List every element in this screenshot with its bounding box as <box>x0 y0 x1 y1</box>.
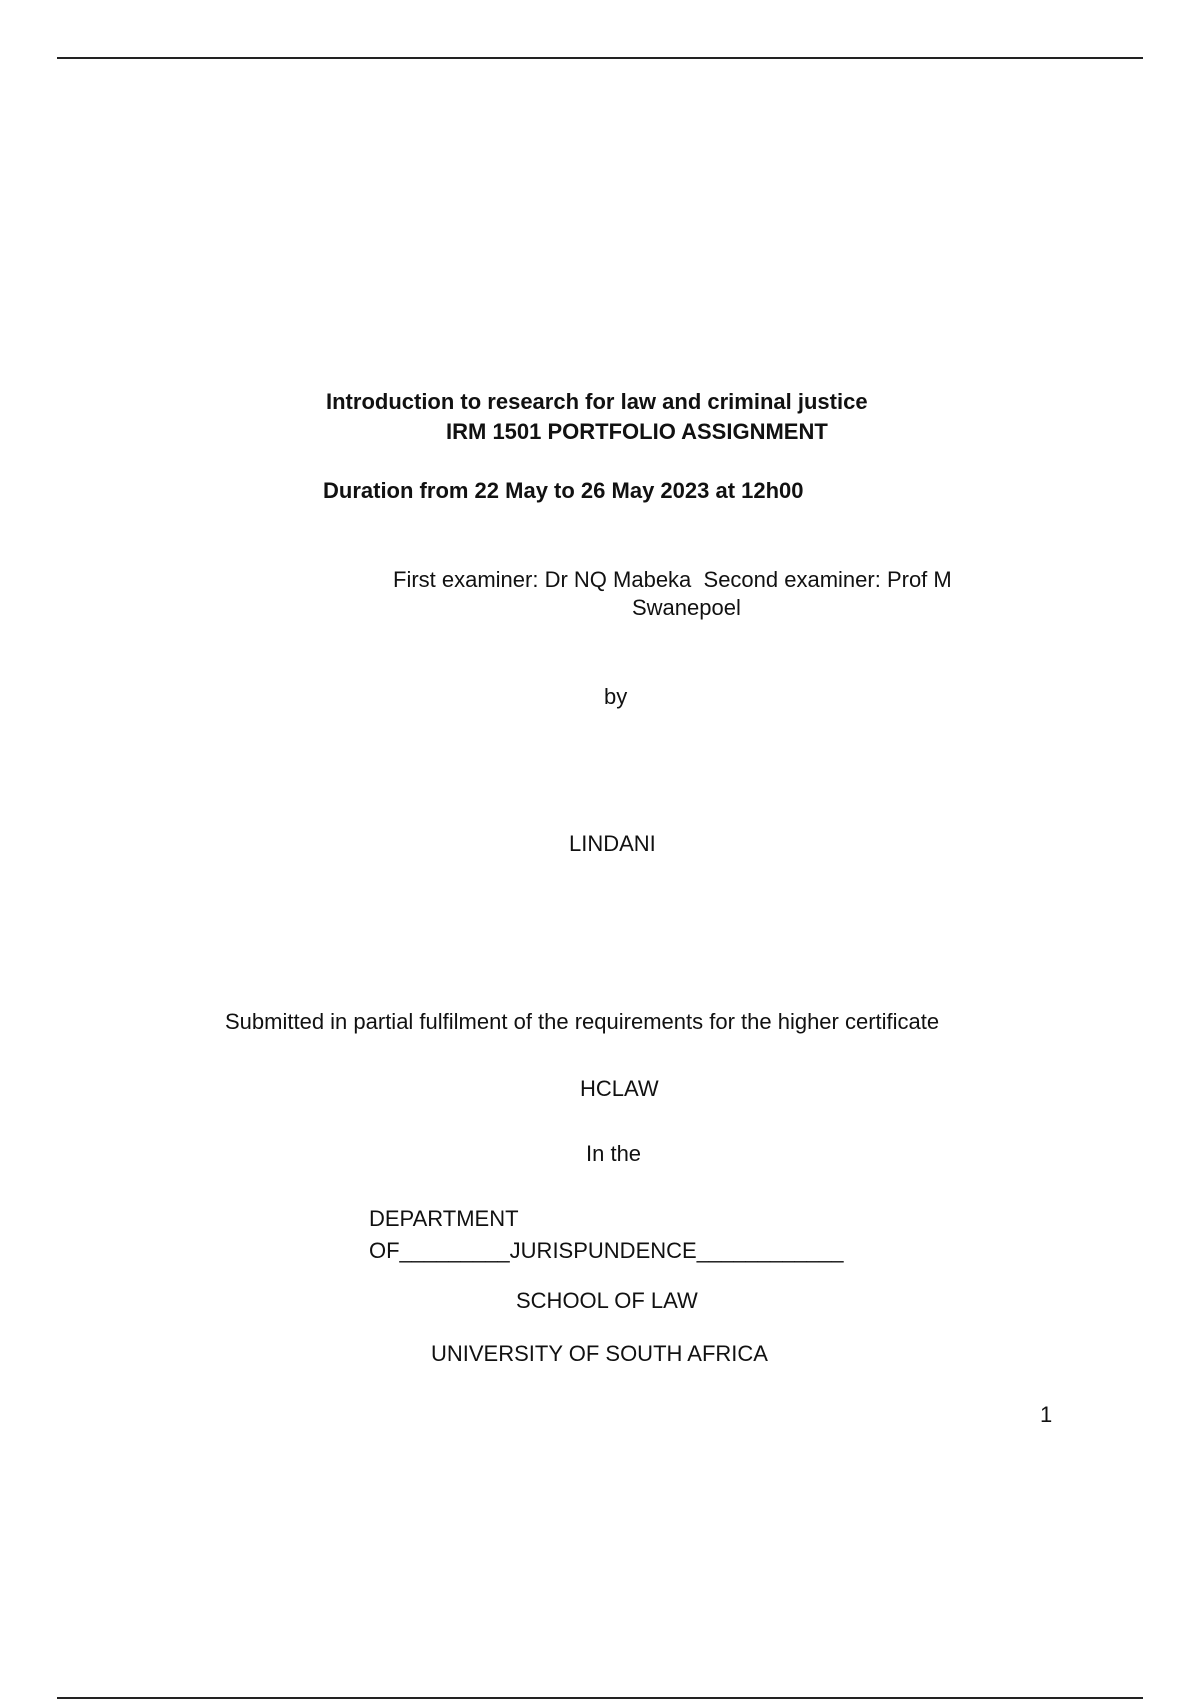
department-line-1: DEPARTMENT <box>369 1206 519 1231</box>
page-number: 1 <box>1040 1402 1053 1427</box>
duration-text: Duration from 22 May to 26 May 2023 at 12h00 <box>323 478 804 503</box>
in-the-text: In the <box>586 1141 642 1166</box>
by-text: by <box>604 684 628 709</box>
university-name: UNIVERSITY OF SOUTH AFRICA <box>431 1341 768 1366</box>
school-name: SCHOOL OF LAW <box>516 1288 698 1313</box>
assignment-title: IRM 1501 PORTFOLIO ASSIGNMENT <box>446 419 828 444</box>
department-line-2: OF_________JURISPUNDENCE____________ <box>369 1238 844 1263</box>
top-rule <box>57 57 1143 59</box>
bottom-rule <box>57 1697 1143 1699</box>
student-name: LINDANI <box>569 831 656 856</box>
submission-statement: Submitted in partial fulfilment of the requirements for the higher certificate <box>225 1009 940 1034</box>
qualification: HCLAW <box>580 1076 659 1101</box>
examiners-line-2: Swanepoel <box>632 595 741 620</box>
examiners-line-1: First examiner: Dr NQ Mabeka Second examiner: Prof M <box>393 567 952 592</box>
course-title: Introduction to research for law and criminal justice <box>326 389 868 414</box>
